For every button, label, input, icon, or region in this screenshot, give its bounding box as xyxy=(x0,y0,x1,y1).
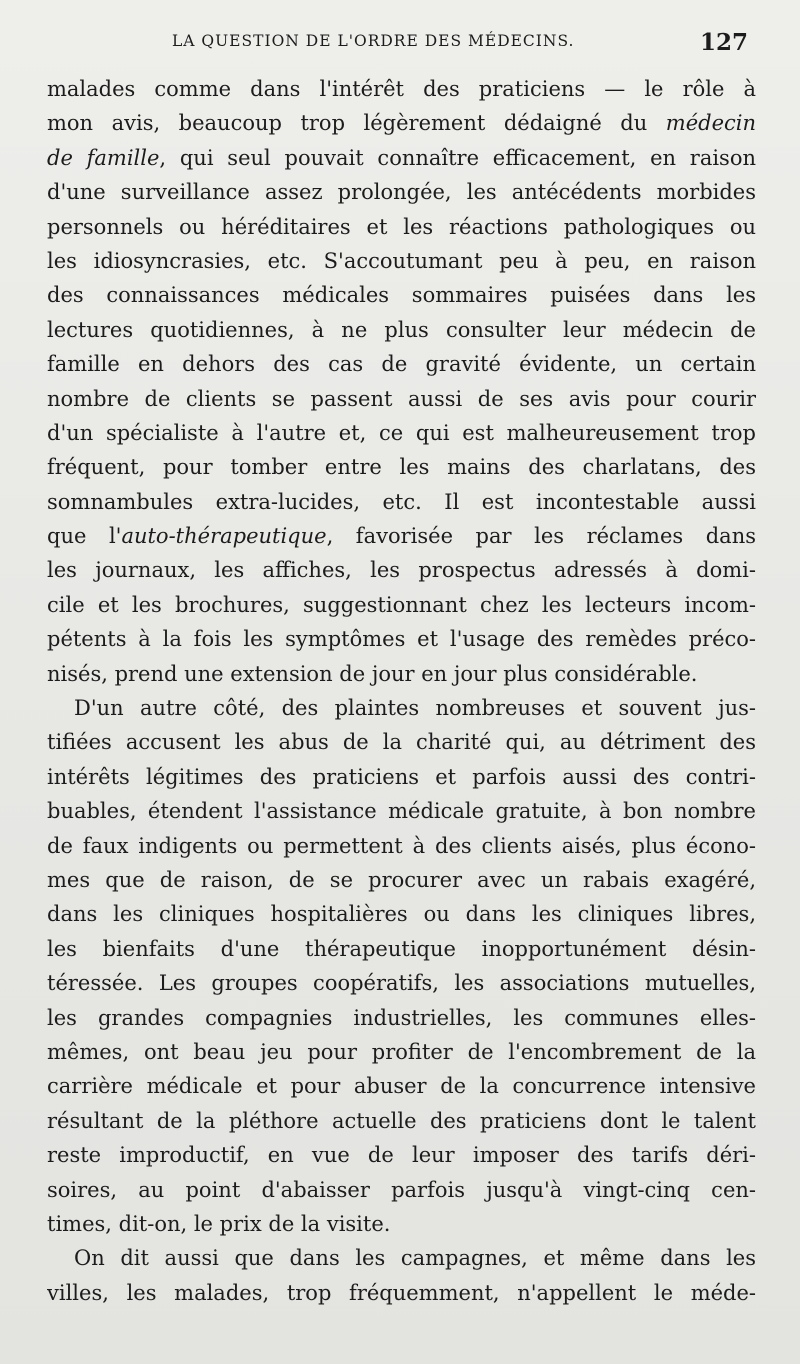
text-line: soires, au point d'abaisser parfois jusqu'à vingt-cinq cen- xyxy=(47,1177,756,1202)
italic-phrase: de famille xyxy=(47,145,160,170)
text-line: buables, étendent l'assistance médicale gratuite, à bon nombre xyxy=(47,799,756,824)
text-line: nombre de clients se passent aussi de ses avis pour courir xyxy=(47,386,756,411)
text-line: de famille, qui seul pouvait connaître efficacement, en raison xyxy=(47,145,756,170)
text-line: somnambules extra-lucides, etc. Il est incontestable aussi xyxy=(47,489,756,514)
page-number: 127 xyxy=(700,29,749,56)
text-line: d'un spécialiste à l'autre et, ce qui est malheureusement trop xyxy=(47,420,756,445)
text-line: téressée. Les groupes coopératifs, les associations mutuelles, xyxy=(47,971,756,996)
text-line: mon avis, beaucoup trop légèrement dédaigné du médecin xyxy=(47,111,756,136)
text-line: mêmes, ont beau jeu pour profiter de l'encombrement de la xyxy=(47,1039,756,1064)
text-line: les grandes compagnies industrielles, les communes elles- xyxy=(47,1005,756,1030)
text-line: reste improductif, en vue de leur imposer des tarifs déri- xyxy=(47,1143,756,1168)
paragraph-end-line: nisés, prend une extension de jour en jour plus considérable. xyxy=(47,661,698,686)
text-line: fréquent, pour tomber entre les mains des charlatans, des xyxy=(47,455,756,480)
text-line-with-italic xyxy=(47,106,756,140)
running-title: LA QUESTION DE L'ORDRE DES MÉDECINS. xyxy=(172,32,575,50)
text-line: carrière médicale et pour abuser de la concurrence intensive xyxy=(47,1074,756,1099)
text-line: des connaissances médicales sommaires puisées dans les xyxy=(47,283,756,308)
text-line: villes, les malades, trop fréquemment, n'appellent le méde- xyxy=(47,1280,756,1305)
paragraph-start-line: On dit aussi que dans les campagnes, et même dans les xyxy=(74,1246,756,1271)
italic-phrase: médecin xyxy=(665,111,756,136)
text-line: mes que de raison, de se procurer avec un rabais exagéré, xyxy=(47,867,756,892)
text-line: pétents à la fois les symptômes et l'usage des remèdes préco- xyxy=(47,627,756,652)
text-line: malades comme dans l'intérêt des praticiens — le rôle à xyxy=(47,77,756,101)
text-line: lectures quotidiennes, à ne plus consulter leur médecin de xyxy=(47,317,756,342)
body-text xyxy=(47,72,756,1310)
italic-phrase: auto-thérapeutique xyxy=(121,524,327,549)
text-line: résultant de la pléthore actuelle des praticiens dont le talent xyxy=(47,1108,756,1133)
text-line-with-italic xyxy=(47,141,756,175)
text-line: famille en dehors des cas de gravité évidente, un certain xyxy=(47,352,756,377)
paragraph-start-line: D'un autre côté, des plaintes nombreuses et souvent jus- xyxy=(74,696,756,721)
text-line: cile et les brochures, suggestionnant chez les lecteurs incom- xyxy=(47,592,756,617)
text-line: les bienfaits d'une thérapeutique inopportunément désin- xyxy=(47,936,756,961)
paragraph-end-line: times, dit-on, le prix de la visite. xyxy=(47,1211,391,1236)
text-line: que l'auto-thérapeutique, favorisée par les réclames dans xyxy=(47,524,756,549)
text-line: de faux indigents ou permettent à des clients aisés, plus écono- xyxy=(47,833,756,858)
text-line: intérêts légitimes des praticiens et parfois aussi des contri- xyxy=(47,764,756,789)
text-line-with-italic xyxy=(47,519,756,553)
text-line: tifiées accusent les abus de la charité qui, au détriment des xyxy=(47,730,756,755)
text-line: les journaux, les affiches, les prospectus adressés à domi- xyxy=(47,558,756,583)
text-line: dans les cliniques hospitalières ou dans les cliniques libres, xyxy=(47,902,756,927)
text-line: personnels ou héréditaires et les réactions pathologiques ou xyxy=(47,214,756,239)
running-head xyxy=(0,30,800,64)
text-line: les idiosyncrasies, etc. S'accoutumant peu à peu, en raison xyxy=(47,248,756,273)
text-line: d'une surveillance assez prolongée, les antécédents morbides xyxy=(47,180,756,205)
